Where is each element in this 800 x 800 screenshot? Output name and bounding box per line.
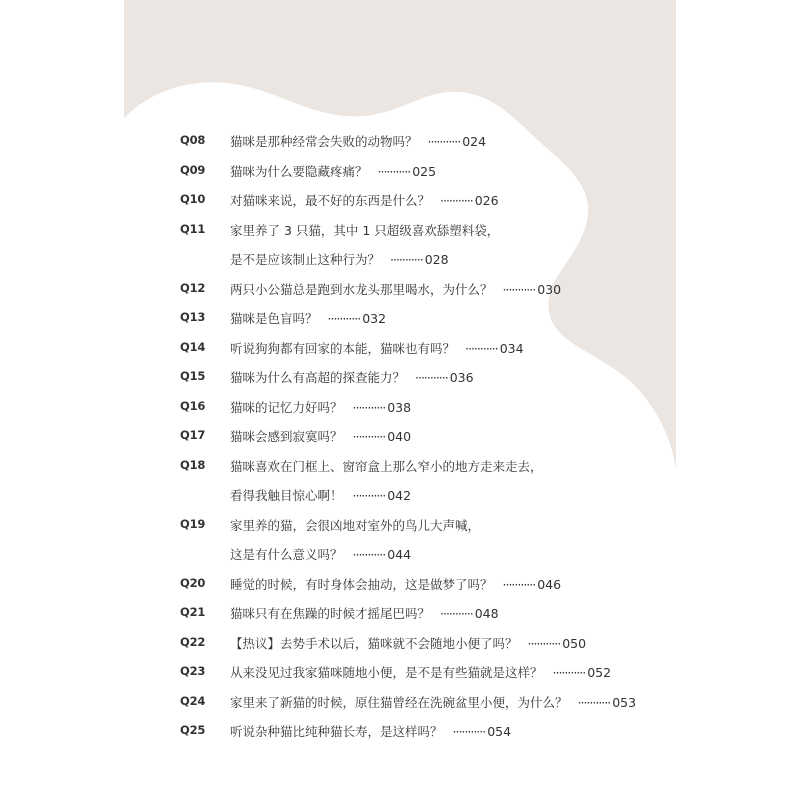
toc-question-number: Q14 (180, 339, 206, 354)
toc-entry-text: 从来没见过我家猫咪随地小便，是不是有些猫就是这样？ (230, 665, 543, 680)
toc-page-number: 030 (537, 281, 562, 297)
toc-entry-line[interactable] (230, 280, 561, 298)
toc-entry-line[interactable] (230, 368, 474, 386)
toc-entry-line[interactable] (230, 722, 511, 740)
toc-question-number: Q10 (180, 192, 206, 206)
toc-leader-dots: ··········· (502, 281, 536, 297)
toc-question-number: Q17 (180, 428, 206, 442)
toc-leader-dots: ··········· (440, 193, 473, 208)
toc-question-number: Q16 (180, 398, 206, 413)
toc-page-number: 052 (587, 665, 612, 680)
toc-entry-line[interactable] (230, 191, 499, 209)
toc-question-number: Q12 (180, 280, 206, 295)
toc-entry-line[interactable] (230, 604, 499, 622)
toc-page-number: 042 (387, 488, 412, 503)
toc-entry-text: 家里养的猫，会很凶地对室外的鸟儿大声喊， (230, 517, 481, 533)
toc-question-number: Q23 (180, 664, 206, 678)
toc-page-number: 044 (387, 547, 412, 562)
toc-page-number: 032 (362, 311, 387, 326)
toc-leader-dots: ··········· (465, 340, 498, 356)
toc-page-number: 048 (474, 606, 499, 621)
toc-leader-dots: ··········· (352, 429, 386, 444)
toc-question-number: Q22 (180, 634, 206, 649)
toc-leader-dots: ··········· (577, 694, 611, 710)
toc-question-number: Q15 (180, 369, 206, 383)
table-of-contents (124, 0, 676, 800)
toc-entry-line[interactable] (230, 516, 480, 534)
toc-page-number: 050 (562, 635, 587, 651)
toc-leader-dots: ··········· (352, 547, 386, 562)
toc-leader-dots: ··········· (502, 576, 536, 592)
toc-entry-text: 猫咪喜欢在门框上、窗帘盒上那么窄小的地方走来走去， (230, 458, 543, 474)
toc-entry-text: 猫咪是色盲吗？ (230, 311, 318, 326)
toc-entry-line[interactable] (230, 162, 436, 180)
toc-page-number: 028 (424, 252, 449, 267)
toc-entry-text: 【热议】去势手术以后，猫咪就不会随地小便了吗？ (230, 635, 518, 651)
toc-entry-text: 猫咪只有在焦躁的时候才摇尾巴吗？ (230, 606, 431, 621)
toc-entry-line[interactable] (230, 132, 486, 150)
book-page (124, 0, 676, 800)
toc-entry-line[interactable] (230, 545, 411, 563)
toc-page-number: 053 (612, 694, 637, 710)
toc-leader-dots: ··········· (377, 163, 411, 179)
toc-question-number: Q21 (180, 605, 206, 619)
toc-leader-dots: ··········· (327, 311, 361, 326)
toc-entry-text: 是不是应该制止这种行为？ (230, 252, 381, 267)
toc-leader-dots: ··········· (352, 399, 386, 415)
toc-entry-text: 猫咪为什么要隐藏疼痛？ (230, 163, 368, 179)
toc-leader-dots: ··········· (352, 488, 386, 503)
toc-question-number: Q25 (180, 723, 206, 737)
toc-page-number: 040 (387, 429, 412, 444)
toc-page-number: 024 (462, 134, 487, 149)
toc-leader-dots: ··········· (390, 252, 423, 267)
toc-entry-line[interactable] (230, 221, 499, 239)
toc-page-number: 038 (387, 399, 412, 415)
toc-entry-line[interactable] (230, 486, 411, 504)
toc-question-number: Q08 (180, 133, 206, 147)
toc-page-number: 046 (537, 576, 562, 592)
toc-entry-text: 家里养了 3 只猫，其中 1 只超级喜欢舔塑料袋， (230, 222, 500, 238)
toc-entry-text: 睡觉的时候，有时身体会抽动，这是做梦了吗？ (230, 576, 493, 592)
toc-entry-text: 猫咪为什么有高超的探查能力？ (230, 370, 406, 385)
toc-question-number: Q09 (180, 162, 206, 177)
toc-question-number: Q24 (180, 693, 206, 708)
toc-entry-line[interactable] (230, 398, 411, 416)
toc-entry-text: 听说杂种猫比纯种猫长寿，是这样吗？ (230, 724, 443, 739)
toc-entry-line[interactable] (230, 693, 636, 711)
toc-entry-line[interactable] (230, 250, 449, 268)
toc-page-number: 036 (449, 370, 474, 385)
toc-leader-dots: ··········· (527, 635, 561, 651)
toc-leader-dots: ··········· (552, 665, 586, 680)
toc-question-number: Q20 (180, 575, 206, 590)
toc-entry-line[interactable] (230, 575, 561, 593)
toc-entry-text: 这是有什么意义吗？ (230, 547, 343, 562)
toc-leader-dots: ··········· (452, 724, 486, 739)
toc-entry-line[interactable] (230, 634, 586, 652)
toc-page-number: 034 (499, 340, 524, 356)
toc-entry-line[interactable] (230, 457, 543, 475)
toc-entry-text: 猫咪的记忆力好吗？ (230, 399, 343, 415)
toc-entry-text: 家里来了新猫的时候，原住猫曾经在洗碗盆里小便，为什么？ (230, 694, 568, 710)
toc-entry-text: 对猫咪来说，最不好的东西是什么？ (230, 193, 431, 208)
toc-entry-line[interactable] (230, 309, 386, 327)
toc-question-number: Q19 (180, 516, 206, 531)
toc-page-number: 026 (474, 193, 499, 208)
toc-entry-line[interactable] (230, 427, 411, 445)
toc-entry-line[interactable] (230, 663, 611, 681)
toc-question-number: Q11 (180, 221, 206, 236)
toc-question-number: Q13 (180, 310, 206, 324)
toc-entry-text: 猫咪是那种经常会失败的动物吗？ (230, 134, 418, 149)
toc-entry-text: 两只小公猫总是跑到水龙头那里喝水，为什么？ (230, 281, 493, 297)
toc-entry-line[interactable] (230, 339, 524, 357)
toc-question-number: Q18 (180, 457, 206, 472)
toc-leader-dots: ··········· (415, 370, 448, 385)
toc-leader-dots: ··········· (440, 606, 473, 621)
toc-entry-text: 猫咪会感到寂寞吗？ (230, 429, 343, 444)
toc-page-number: 054 (487, 724, 512, 739)
toc-page-number: 025 (412, 163, 437, 179)
toc-entry-text: 听说狗狗都有回家的本能，猫咪也有吗？ (230, 340, 456, 356)
toc-leader-dots: ··········· (427, 134, 461, 149)
toc-entry-text: 看得我触目惊心啊！ (230, 488, 343, 503)
